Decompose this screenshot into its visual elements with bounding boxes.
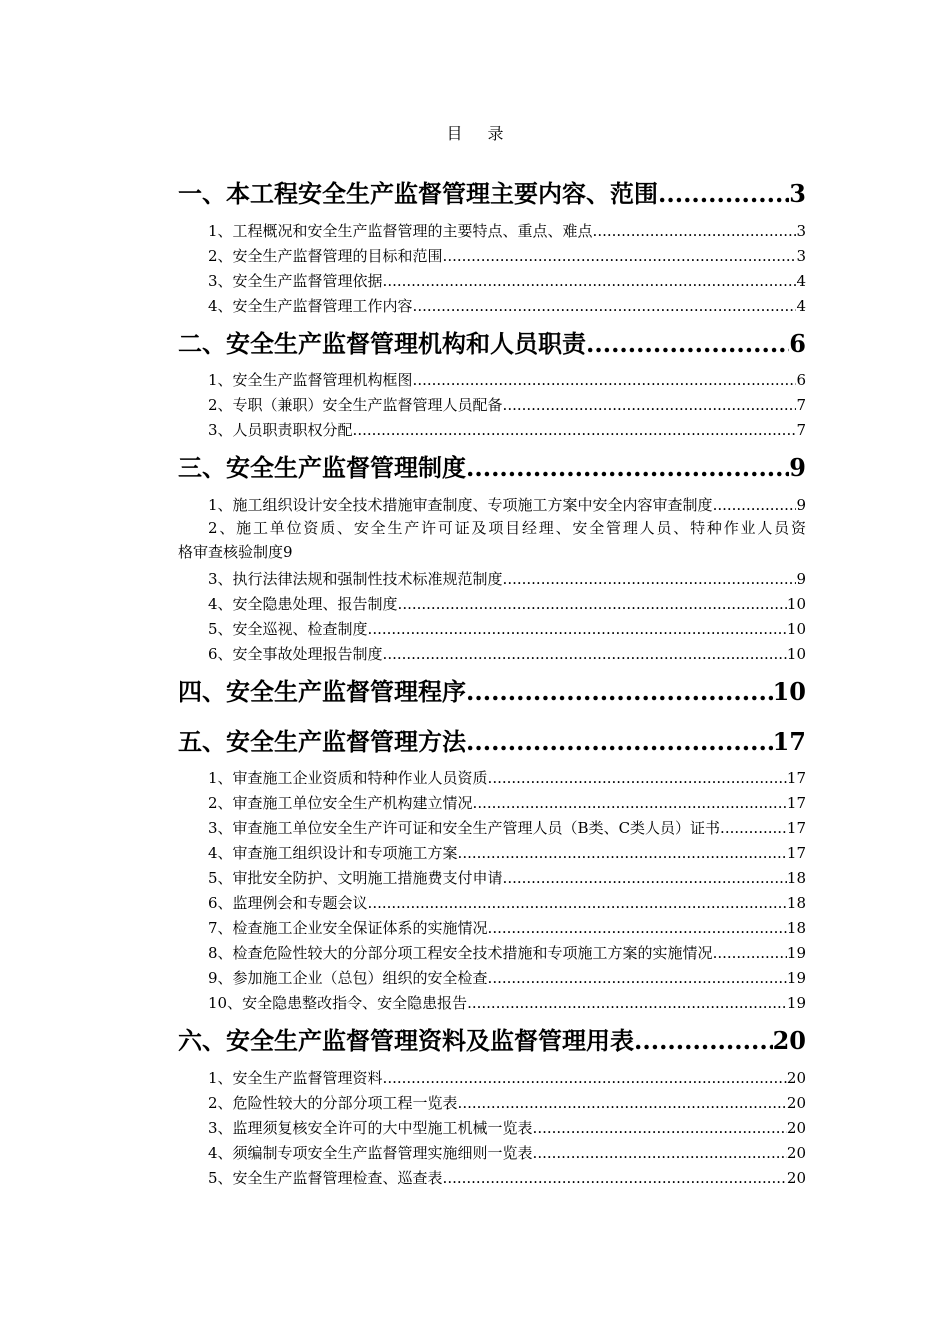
toc-page-number: 17 bbox=[786, 794, 806, 812]
toc-section-label: 7、检查施工企业安全保证体系的实施情况 bbox=[208, 919, 488, 937]
leader-dots bbox=[503, 394, 797, 416]
toc-chapter-1[interactable] bbox=[178, 178, 806, 210]
toc-section-2-3[interactable] bbox=[178, 419, 806, 441]
toc-section-3-2[interactable] bbox=[178, 516, 806, 563]
toc-section-1-3[interactable] bbox=[178, 270, 806, 292]
leader-dots bbox=[503, 867, 787, 889]
toc-chapter-5[interactable] bbox=[178, 726, 806, 758]
toc-section-2-1[interactable] bbox=[178, 369, 806, 391]
leader-dots bbox=[713, 942, 787, 964]
page-title: 目 录 bbox=[446, 124, 514, 143]
leader-dots bbox=[466, 676, 773, 708]
toc-section-5-4[interactable] bbox=[178, 842, 806, 864]
toc-section-label-line2: 格审查核验制度 bbox=[178, 543, 284, 561]
toc-page-number: 18 bbox=[786, 869, 806, 887]
toc-page-number: 20 bbox=[786, 1119, 806, 1137]
toc-page-number: 20 bbox=[786, 1169, 806, 1187]
toc-chapter-label: 一、本工程安全生产监督管理主要内容、范围 bbox=[178, 179, 658, 208]
toc-page-number: 18 bbox=[786, 919, 806, 937]
toc-page-number: 20 bbox=[786, 1069, 806, 1087]
toc-section-label: 9、参加施工企业（总包）组织的安全检查 bbox=[208, 969, 488, 987]
leader-dots bbox=[383, 270, 797, 292]
toc-section-label: 8、检查危险性较大的分部分项工程安全技术措施和专项施工方案的实施情况 bbox=[208, 944, 713, 962]
toc-page-number: 7 bbox=[796, 421, 806, 439]
leader-dots bbox=[413, 369, 797, 391]
toc-section-6-3[interactable] bbox=[178, 1117, 806, 1139]
toc-page-number: 6 bbox=[796, 371, 806, 389]
leader-dots bbox=[353, 419, 797, 441]
toc-section-3-4[interactable] bbox=[178, 593, 806, 615]
toc-section-label: 6、监理例会和专题会议 bbox=[208, 894, 368, 912]
toc-section-label: 4、安全隐患处理、报告制度 bbox=[208, 595, 398, 613]
toc-page-number: 10 bbox=[786, 645, 806, 663]
toc-section-5-2[interactable] bbox=[178, 792, 806, 814]
toc-page-number: 10 bbox=[786, 620, 806, 638]
toc-chapter-6[interactable] bbox=[178, 1025, 806, 1057]
toc-page-number: 9 bbox=[796, 570, 806, 588]
toc-section-label: 3、人员职责职权分配 bbox=[208, 421, 353, 439]
toc-chapter-4[interactable] bbox=[178, 676, 806, 708]
toc-section-label: 10、安全隐患整改指令、安全隐患报告 bbox=[208, 994, 468, 1012]
leader-dots bbox=[713, 494, 797, 516]
leader-dots bbox=[488, 917, 787, 939]
leader-dots bbox=[368, 618, 787, 640]
toc-section-label: 3、审查施工单位安全生产许可证和安全生产管理人员（B类、C类人员）证书 bbox=[208, 819, 721, 837]
toc-page-number: 3 bbox=[796, 222, 806, 240]
toc-section-3-6[interactable] bbox=[178, 643, 806, 665]
toc-page-number: 17 bbox=[772, 727, 806, 756]
toc-section-6-2[interactable] bbox=[178, 1092, 806, 1114]
toc-section-label: 5、安全巡视、检查制度 bbox=[208, 620, 368, 638]
toc-section-label: 4、安全生产监督管理工作内容 bbox=[208, 297, 413, 315]
leader-dots bbox=[398, 593, 787, 615]
toc-section-label: 2、审查施工单位安全生产机构建立情况 bbox=[208, 794, 473, 812]
leader-dots bbox=[383, 643, 787, 665]
toc-section-line2 bbox=[178, 541, 806, 563]
leader-dots bbox=[383, 1067, 787, 1089]
leader-dots bbox=[458, 1092, 787, 1114]
leader-dots bbox=[658, 178, 789, 210]
toc-section-label: 5、审批安全防护、文明施工措施费支付申请 bbox=[208, 869, 503, 887]
toc-page-number: 17 bbox=[786, 819, 806, 837]
leader-dots bbox=[586, 328, 789, 360]
toc-section-6-1[interactable] bbox=[178, 1067, 806, 1089]
toc-section-3-5[interactable] bbox=[178, 618, 806, 640]
toc-chapter-2[interactable] bbox=[178, 328, 806, 360]
toc-section-1-4[interactable] bbox=[178, 295, 806, 317]
toc-page-number: 20 bbox=[786, 1144, 806, 1162]
leader-dots bbox=[503, 568, 797, 590]
toc-section-label: 6、安全事故处理报告制度 bbox=[208, 645, 383, 663]
leader-dots bbox=[720, 817, 787, 839]
toc-section-5-9[interactable] bbox=[178, 967, 806, 989]
toc-section-1-2[interactable] bbox=[178, 245, 806, 267]
toc-page-number: 19 bbox=[786, 994, 806, 1012]
toc-page-number: 10 bbox=[786, 595, 806, 613]
leader-dots bbox=[533, 1117, 787, 1139]
leader-dots bbox=[533, 1142, 787, 1164]
toc-section-label: 1、施工组织设计安全技术措施审查制度、专项施工方案中安全内容审查制度 bbox=[208, 496, 713, 514]
leader-dots bbox=[473, 792, 787, 814]
leader-dots bbox=[458, 842, 787, 864]
toc-page-number: 19 bbox=[786, 969, 806, 987]
toc-section-5-3[interactable] bbox=[178, 817, 806, 839]
toc-page-number: 4 bbox=[796, 297, 806, 315]
leader-dots bbox=[443, 245, 797, 267]
toc-chapter-label: 四、安全生产监督管理程序 bbox=[178, 677, 466, 706]
toc-page-number: 9 bbox=[283, 543, 293, 561]
toc-section-1-1[interactable] bbox=[178, 220, 806, 242]
toc-page-number: 4 bbox=[796, 272, 806, 290]
toc-section-6-5[interactable] bbox=[178, 1167, 806, 1189]
toc-page-number: 3 bbox=[789, 179, 806, 208]
toc-section-label: 1、安全生产监督管理机构框图 bbox=[208, 371, 413, 389]
leader-dots bbox=[413, 295, 797, 317]
leader-dots bbox=[466, 452, 789, 484]
toc-section-label: 4、须编制专项安全生产监督管理实施细则一览表 bbox=[208, 1144, 533, 1162]
toc-section-3-3[interactable] bbox=[178, 568, 806, 590]
toc-page-number: 18 bbox=[786, 894, 806, 912]
toc-page-number: 17 bbox=[786, 844, 806, 862]
leader-dots bbox=[368, 892, 787, 914]
toc-page-number: 9 bbox=[796, 496, 806, 514]
leader-dots bbox=[488, 967, 787, 989]
toc-section-5-7[interactable] bbox=[178, 917, 806, 939]
toc-page-number: 9 bbox=[789, 453, 806, 482]
leader-dots bbox=[634, 1025, 773, 1057]
toc-section-label: 4、审查施工组织设计和专项施工方案 bbox=[208, 844, 458, 862]
toc-section-6-4[interactable] bbox=[178, 1142, 806, 1164]
toc-section-5-1[interactable] bbox=[178, 767, 806, 789]
leader-dots bbox=[443, 1167, 787, 1189]
toc-section-5-8[interactable] bbox=[178, 942, 806, 964]
toc-section-label: 5、安全生产监督管理检查、巡查表 bbox=[208, 1169, 443, 1187]
toc-section-label: 3、安全生产监督管理依据 bbox=[208, 272, 383, 290]
toc-page-number: 19 bbox=[786, 944, 806, 962]
toc-section-label: 2、安全生产监督管理的目标和范围 bbox=[208, 247, 443, 265]
toc-chapter-label: 五、安全生产监督管理方法 bbox=[178, 727, 466, 756]
toc-page-number: 7 bbox=[796, 396, 806, 414]
toc-chapter-label: 六、安全生产监督管理资料及监督管理用表 bbox=[178, 1026, 634, 1055]
toc-section-label: 1、安全生产监督管理资料 bbox=[208, 1069, 383, 1087]
toc-section-label: 2、专职（兼职）安全生产监督管理人员配备 bbox=[208, 396, 503, 414]
toc-section-2-2[interactable] bbox=[178, 394, 806, 416]
toc-section-label: 3、监理须复核安全许可的大中型施工机械一览表 bbox=[208, 1119, 533, 1137]
toc-section-label: 1、工程概况和安全生产监督管理的主要特点、重点、难点 bbox=[208, 222, 593, 240]
toc-chapter-3[interactable] bbox=[178, 452, 806, 484]
leader-dots bbox=[467, 992, 787, 1014]
leader-dots bbox=[593, 220, 797, 242]
toc-section-label-line1: 2、施工单位资质、安全生产许可证及项目经理、安全管理人员、特种作业人员资 bbox=[208, 519, 806, 537]
toc-page-number: 20 bbox=[772, 1026, 806, 1055]
toc-section-5-10[interactable] bbox=[178, 992, 806, 1014]
leader-dots bbox=[466, 726, 773, 758]
toc-section-5-5[interactable] bbox=[178, 867, 806, 889]
toc-page-number: 10 bbox=[772, 677, 806, 706]
toc-section-3-1[interactable] bbox=[178, 494, 806, 516]
toc-page-number: 20 bbox=[786, 1094, 806, 1112]
toc-page-number: 3 bbox=[796, 247, 806, 265]
toc-section-label: 2、危险性较大的分部分项工程一览表 bbox=[208, 1094, 458, 1112]
leader-dots bbox=[488, 767, 787, 789]
toc-section-label: 3、执行法律法规和强制性技术标准规范制度 bbox=[208, 570, 503, 588]
toc-chapter-label: 三、安全生产监督管理制度 bbox=[178, 453, 466, 482]
toc-section-label: 1、审查施工企业资质和特种作业人员资质 bbox=[208, 769, 488, 787]
toc-page-number: 6 bbox=[789, 329, 806, 358]
toc-chapter-label: 二、安全生产监督管理机构和人员职责 bbox=[178, 329, 586, 358]
toc-section-5-6[interactable] bbox=[178, 892, 806, 914]
toc-page-number: 17 bbox=[786, 769, 806, 787]
